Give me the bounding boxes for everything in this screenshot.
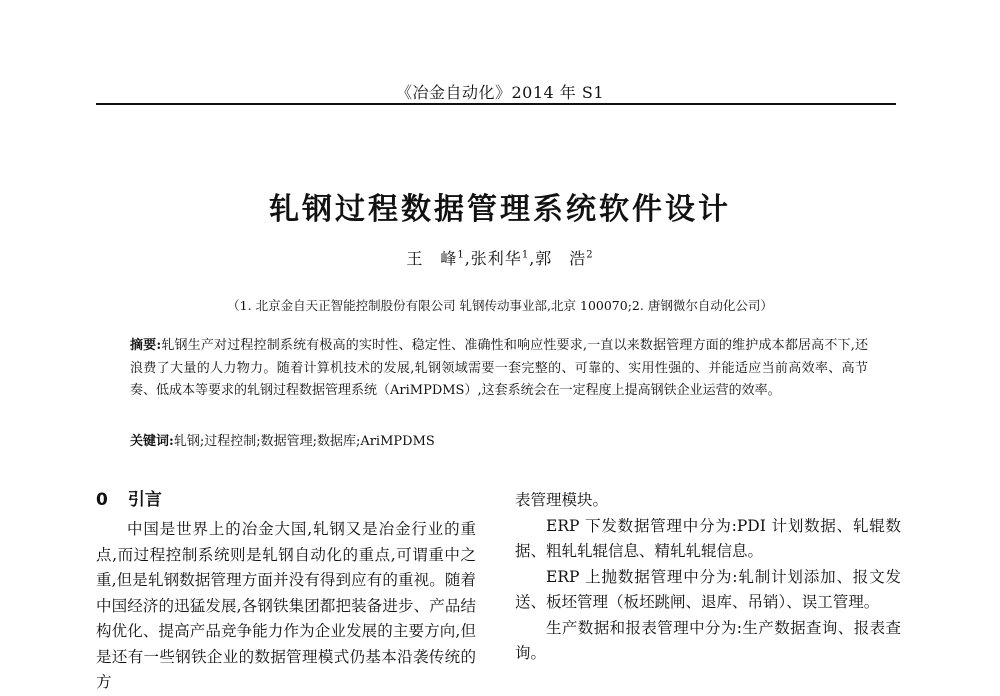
author-affil-mark: 2: [586, 249, 594, 261]
abstract-text: 轧钢生产对过程控制系统有极高的实时性、稳定性、准确性和响应性要求,一直以来数据管理方面的维护成本都居高不下,还浪费了大量的人力物力。随着计算机技术的发展,轧钢领域需要一套完整的、可靠的、实用性强的、并能适应当前高效率、高节奏、低成本等要求的轧钢过程数据管理系统（AriMPDMS）,这套系统会在一定程度上提高钢铁企业运营的效率。: [130, 338, 868, 398]
body-paragraph: 中国是世界上的冶金大国,轧钢又是冶金行业的重点,而过程控制系统则是轧钢自动化的重点,可谓重中之重,但是轧钢数据管理方面并没有得到应有的重视。随着中国经济的迅猛发展,各钢铁集团都把装备进步、产品结构优化、提高产品竞争能力作为企业发展的主要方向,但是还有一些钢铁企业的数据管理模式仍基本沿袭传统的方: [96, 520, 476, 691]
body-paragraph: 表管理模块。: [515, 491, 609, 509]
author-name: 王 峰: [406, 249, 458, 268]
author-affil-mark: 1: [521, 249, 530, 261]
left-column: [96, 488, 476, 696]
body-paragraph: 生产数据和报表管理中分为:生产数据查询、报表查询。: [515, 618, 901, 662]
author-separator: ,: [464, 249, 471, 268]
right-column: [515, 488, 901, 667]
section-title: 引言: [127, 490, 162, 510]
body-paragraph: ERP 上抛数据管理中分为:轧制计划添加、报文发送、板坯管理（板坯跳闸、退库、吊销）、误工管理。: [515, 567, 901, 611]
author-name: 郭 浩: [535, 249, 587, 268]
author-affil-mark: 1: [457, 249, 465, 261]
author-separator: ,: [529, 249, 536, 268]
section-number: 0: [96, 490, 108, 510]
journal-header: 《冶金自动化》2014 年 S1: [395, 83, 605, 102]
header-rule: [96, 103, 896, 105]
author-name: 张利华: [470, 249, 522, 268]
abstract: [130, 335, 868, 403]
affiliation: （1. 北京金自天正智能控制股份有限公司 轧钢传动事业部,北京 100070;2. 唐钢微尔自动化公司）: [227, 298, 773, 313]
keywords: [130, 431, 868, 453]
keywords-text: 轧钢;过程控制;数据管理;数据库;AriMPDMS: [173, 434, 435, 449]
author-list: [0, 246, 1000, 269]
abstract-label: 摘要:: [130, 338, 162, 353]
body-paragraph: ERP 下发数据管理中分为:PDI 计划数据、轧辊数据、粗轧轧辊信息、精轧轧辊信息。: [515, 516, 901, 560]
paper-title: 轧钢过程数据管理系统软件设计: [269, 192, 731, 227]
keywords-label: 关键词:: [130, 434, 174, 449]
section-heading: [96, 488, 476, 513]
